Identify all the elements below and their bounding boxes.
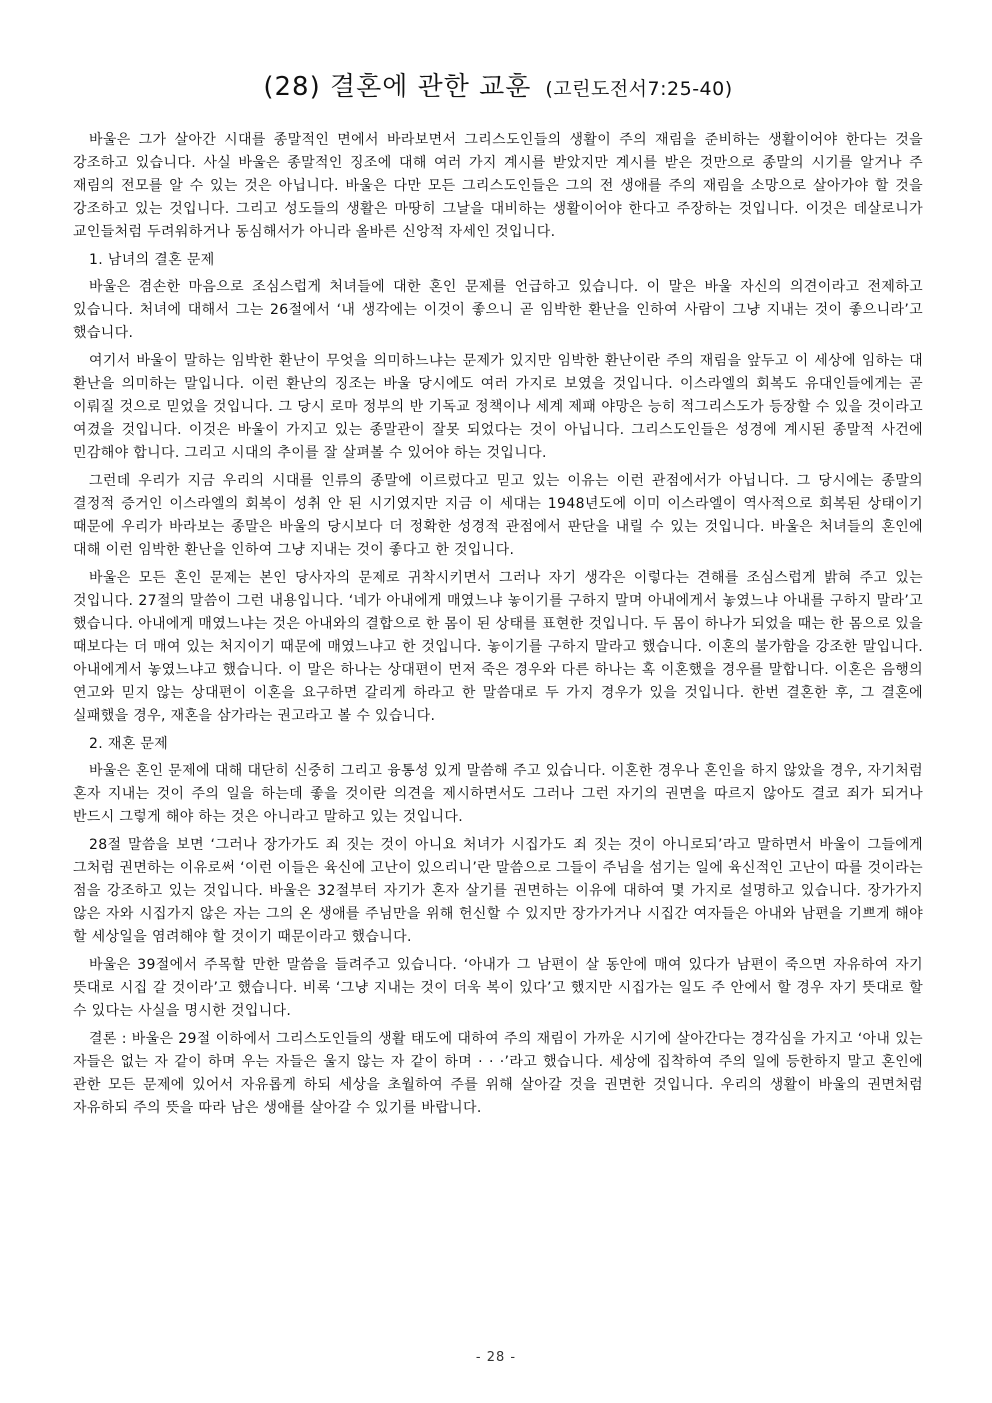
paragraph: 28절 말씀을 보면 ‘그러나 장가가도 죄 짓는 것이 아니요 처녀가 시집가도 죄 짓는 것이 아니로되’라고 말하면서 바울이 그들에게 그처럼 권면하는 이유로써 ‘이런 이들은 육신에 고난이 있으리니’란 말씀으로 그들이 주님을 섬기는 일에 육신적인 고난이 따를 것이라는 점을 강조하고 있는 것입니다. 바울은 32절부터 자기가 혼자 살기를 권면하는 이유에 대하여 몇 가지로 설명하고 있습니다. 장가가지 않은 자와 시집가지 않은 자는 그의 온 생애를 주님만을 위해 헌신할 수 있지만 장가가거나 시집간 여자들은 아내와 남편을 기쁘게 해야 할 세상일을 염려해야 할 것이기 때문이라고 했습니다. [73,837,923,945]
scripture-reference: (고린도전서7:25-40) [545,78,733,100]
page-number: - 28 - [475,1350,517,1365]
paragraph: 그런데 우리가 지금 우리의 시대를 인류의 종말에 이르렀다고 믿고 있는 이유는 이런 관점에서가 아닙니다. 그 당시에는 종말의 결정적 증거인 이스라엘의 회복이 성취 안 된 시기였지만 지금 이 세대는 1948년도에 이미 이스라엘이 역사적으로 회복된 상태이기 때문에 우리가 바라보는 종말은 바울의 당시보다 더 정확한 성경적 관점에서 판단을 내릴 수 있는 것입니다. 바울은 처녀들의 혼인에 대해 이런 임박한 환난을 인하여 그냥 지내는 것이 좋다고 한 것입니다. [73,473,923,558]
intro-paragraph: 바울은 그가 살아간 시대를 종말적인 면에서 바라보면서 그리스도인들의 생활이 주의 재림을 준비하는 생활이어야 한다는 것을 강조하고 있습니다. 사실 바울은 종말적인 징조에 대해 여러 가지 계시를 받았지만 계시를 받은 것만으로 종말의 시기를 알거나 주 재림의 전모를 알 수 있는 것은 아닙니다. 바울은 다만 모든 그리스도인들은 그의 전 생애를 주의 재림을 소망으로 살아가야 할 것을 강조하고 있는 것입니다. 그리고 성도들의 생활은 마땅히 그날을 대비하는 생활이어야 한다고 주장하는 것입니다. 이것은 데살로니가 교인들처럼 두려워하거나 동심해서가 아니라 올바른 신앙적 자세인 것입니다. [73,132,923,240]
document-body [73,129,923,1125]
paragraph: 바울은 모든 혼인 문제는 본인 당사자의 문제로 귀착시키면서 그러나 자기 생각은 이렇다는 견해를 조심스럽게 밝혀 주고 있는 것입니다. 27절의 말씀이 그런 내용입니다. ‘네가 아내에게 매였느냐 놓이기를 구하지 말며 아내에게서 놓였느냐 아내를 구하지 말라’고 했습니다. 아내에게 매였느냐는 것은 아내와의 결합으로 한 몸이 된 상태를 표현한 것입니다. 두 몸이 하나가 되었을 때는 한 몸으로 있을 때보다는 더 매여 있는 처지이기 때문에 매였느냐고 한 것입니다. 놓이기를 구하지 말라고 했습니다. 이혼의 불가함을 강조한 말입니다. 아내에게서 놓였느냐고 했습니다. 이 말은 하나는 상대편이 먼저 죽은 경우와 다른 하나는 혹 이혼했을 경우를 말합니다. 이혼은 음행의 연고와 믿지 않는 상대편이 이혼을 요구하면 갈리게 하라고 한 말씀대로 두 가지 경우가 있을 것입니다. 한번 결혼한 후, 그 결혼에 실패했을 경우, 재혼을 삼가라는 권고라고 볼 수 있습니다. [73,570,923,724]
section-heading-1: 1. 남녀의 결혼 문제 [89,252,215,268]
section-heading-2: 2. 재혼 문제 [89,736,169,752]
conclusion-paragraph: 결론 : 바울은 29절 이하에서 그리스도인들의 생활 태도에 대하여 주의 재림이 가까운 시기에 살아간다는 경각심을 가지고 ‘아내 있는 자들은 없는 자 같이 하며 우는 자들은 울지 않는 자 같이 하며 · · ·’라고 했습니다. 세상에 집착하여 주의 일에 등한하지 말고 혼인에 관한 모든 문제에 있어서 자유롭게 하되 세상을 초월하여 주를 위해 살아갈 것을 권면한 것입니다. 우리의 생활이 바울의 권면처럼 자유하되 주의 뜻을 따라 남은 생애를 살아갈 수 있기를 바랍니다. [73,1031,923,1116]
paragraph: 바울은 겸손한 마음으로 조심스럽게 처녀들에 대한 혼인 문제를 언급하고 있습니다. 이 말은 바울 자신의 의견이라고 전제하고 있습니다. 처녀에 대해서 그는 26절에서 ‘내 생각에는 이것이 좋으니 곧 임박한 환난을 인하여 사람이 그냥 지내는 것이 좋으니라’고 했습니다. [73,279,923,341]
paragraph: 바울은 혼인 문제에 대해 대단히 신중히 그리고 융통성 있게 말씀해 주고 있습니다. 이혼한 경우나 혼인을 하지 않았을 경우, 자기처럼 혼자 지내는 것이 주의 일을 하는데 좋을 것이란 의견을 제시하면서도 그러나 그런 자기의 권면을 따르지 않아도 결코 죄가 되거나 반드시 그렇게 해야 하는 것은 아니라고 말하고 있는 것입니다. [73,763,923,825]
paragraph: 여기서 바울이 말하는 임박한 환난이 무엇을 의미하느냐는 문제가 있지만 임박한 환난이란 주의 재림을 앞두고 이 세상에 임하는 대 환난을 의미하는 말입니다. 이런 환난의 징조는 바울 당시에도 여러 가지로 보였을 것입니다. 이스라엘의 회복도 유대인들에게는 곧 이뤄질 것으로 믿었을 것입니다. 그 당시 로마 정부의 반 기독교 정책이나 세계 제패 야망은 능히 적그리스도가 등장할 수 있을 것이라고 여겼을 것입니다. 이것은 바울이 가지고 있는 종말관이 잘못 되었다는 것이 아닙니다. 그리스도인들은 성경에 계시된 종말적 사건에 민감해야 합니다. 그리고 시대의 추이를 잘 살펴볼 수 있어야 하는 것입니다. [73,353,923,461]
title-line [73,66,923,103]
page-title: (28) 결혼에 관한 교훈 [263,72,532,102]
paragraph: 바울은 39절에서 주목할 만한 말씀을 들려주고 있습니다. ‘아내가 그 남편이 살 동안에 매여 있다가 남편이 죽으면 자유하여 자기 뜻대로 시집 갈 것이라’고 했습니다. 비록 ‘그냥 지내는 것이 더욱 복이 있다’고 했지만 시집가는 일도 주 안에서 할 경우 자기 뜻대로 할 수 있다는 사실을 명시한 것입니다. [73,957,923,1019]
